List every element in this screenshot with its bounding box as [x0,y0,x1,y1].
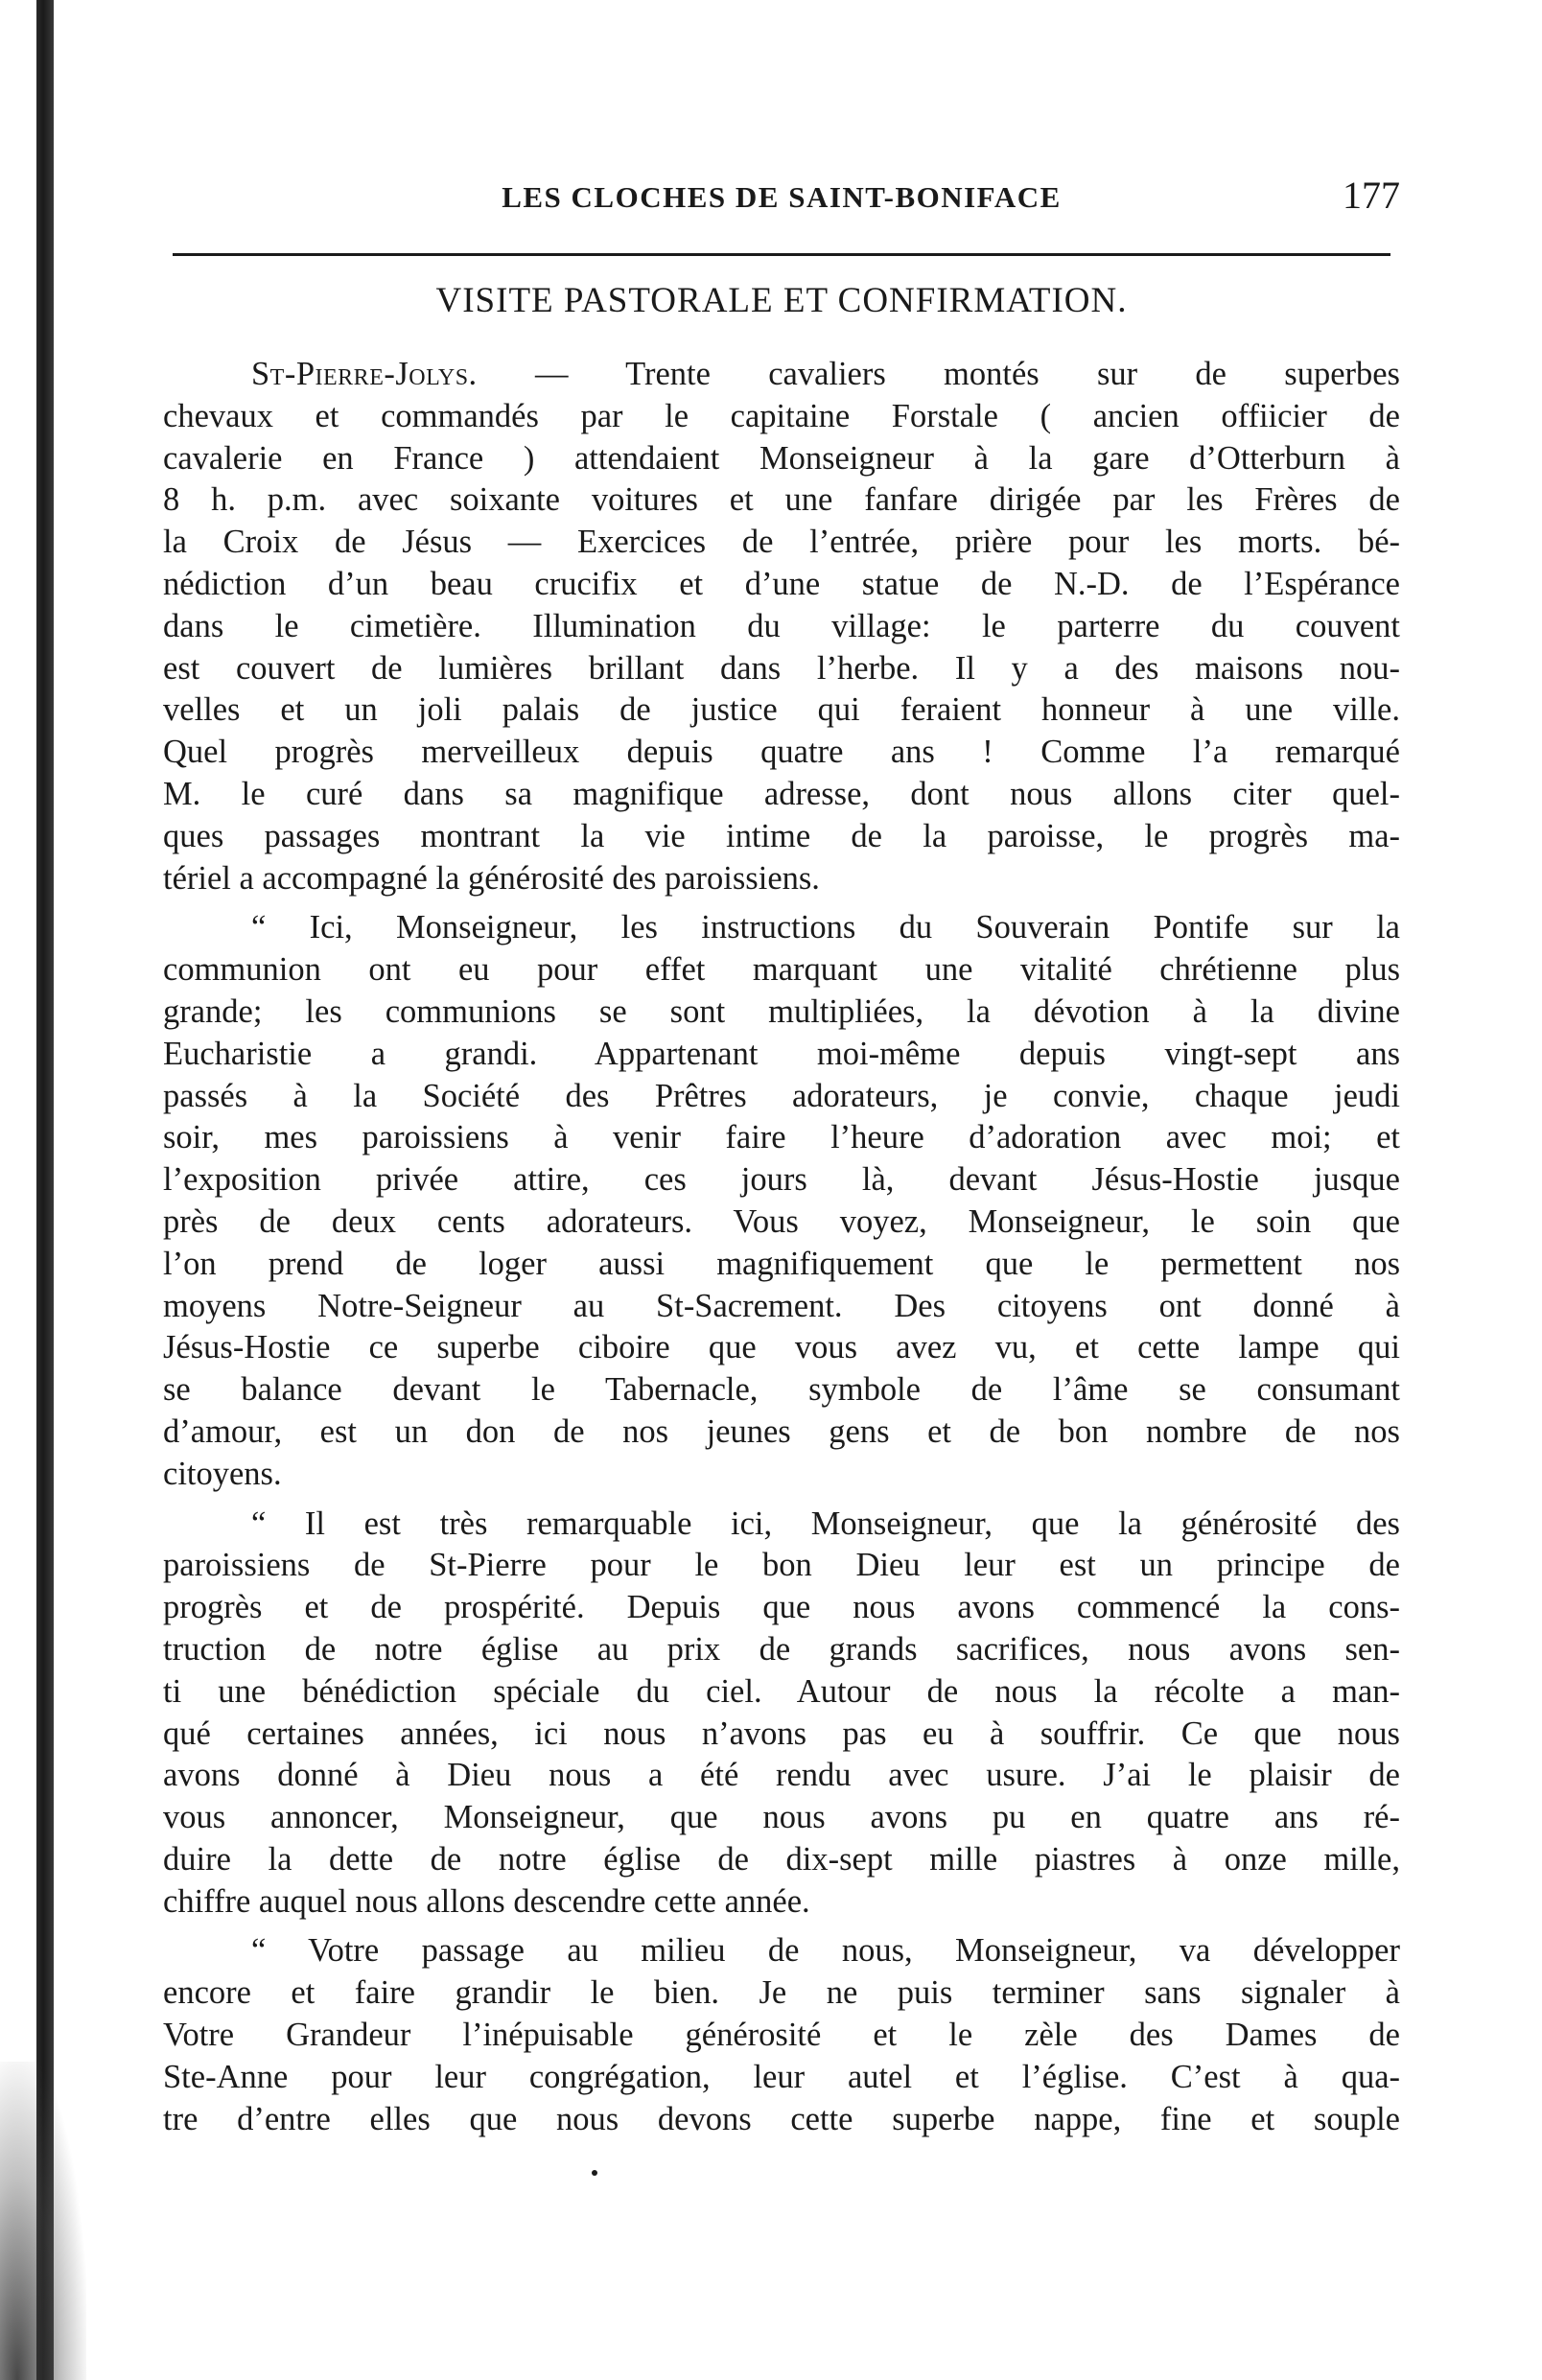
page-number: 177 [1343,174,1400,217]
text-line: la Croix de Jésus — Exercices de l’entrée, prière pour les morts. bé- [163,524,1400,561]
header-rule [173,253,1390,256]
section-title: VISITE PASTORALE ET CONFIRMATION. [435,281,1128,320]
text-line: chevaux et commandés par le capitaine Forstale ( ancien offiicier de [163,397,1400,434]
text-line: Ste-Anne pour leur congrégation, leur autel et l’église. C’est à qua- [163,2058,1400,2095]
text-line: nédiction d’un beau crucifix et d’une statue de N.-D. de l’Espérance [163,565,1400,602]
place-name: St-Pierre-Jolys. [251,356,478,392]
text-line: tériel a accompagné la générosité des paroissiens. [163,859,820,897]
text-line: “ Il est très remarquable ici, Monseigneur, que la générosité des [251,1505,1400,1542]
text-line: qué certaines années, ici nous n’avons pas eu à souffrir. Ce que nous [163,1715,1400,1752]
printer-mark [592,2170,597,2176]
text-line: ques passages montrant la vie intime de la paroisse, le progrès ma- [163,817,1400,854]
text-line: progrès et de prospérité. Depuis que nous avons commencé la cons- [163,1589,1400,1626]
text-line: Quel progrès merveilleux depuis quatre ans ! Comme l’a remarqué [163,734,1400,771]
text-line: truction de notre église au prix de grands sacrifices, nous avons sen- [163,1630,1400,1668]
text-line: moyens Notre-Seigneur au St-Sacrement. Des citoyens ont donné à [163,1287,1400,1324]
text-line: ti une bénédiction spéciale du ciel. Autour de nous la récolte a man- [163,1672,1400,1710]
text-line: est couvert de lumières brillant dans l’herbe. Il y a des maisons nou- [163,649,1400,687]
text-line: “ Votre passage au milieu de nous, Monseigneur, va développer [251,1932,1400,1970]
text-line: cavalerie en France ) attendaient Monseigneur à la gare d’Otterburn à [163,439,1400,477]
text-line: dans le cimetière. Illumination du village: le parterre du couvent [163,607,1400,644]
text-line [163,354,1400,396]
text-line: près de deux cents adorateurs. Vous voyez, Monseigneur, le soin que [163,1202,1400,1240]
text-line: “ Ici, Monseigneur, les instructions du Souverain Pontife sur la [251,909,1400,946]
line-text: — Trente cavaliers montés sur de superbes [477,356,1400,392]
text-line: duire la dette de notre église de dix-sept mille piastres à onze mille, [163,1840,1400,1878]
text-line: l’on prend de loger aussi magnifiquement que le permettent nos [163,1245,1400,1282]
book-page [163,163,1400,2140]
article-body [163,354,1400,2140]
scan-binding-edge [36,0,54,2380]
scan-corner-shadow [0,2062,86,2380]
text-line: communion ont eu pour effet marquant une vitalité chrétienne plus [163,951,1400,989]
text-line: soir, mes paroissiens à venir faire l’heure d’adoration avec moi; et [163,1119,1400,1156]
text-line: velles et un joli palais de justice qui feraient honneur à une ville. [163,691,1400,729]
text-line: Votre Grandeur l’inépuisable générosité et le zèle des Dames de [163,2017,1400,2054]
running-head [163,163,1400,221]
text-line: se balance devant le Tabernacle, symbole de l’âme se consumant [163,1371,1400,1409]
text-line: paroissiens de St-Pierre pour le bon Dieu leur est un principe de [163,1547,1400,1584]
text-line: vous annoncer, Monseigneur, que nous avons pu en quatre ans ré- [163,1799,1400,1836]
text-line: tre d’entre elles que nous devons cette superbe nappe, fine et souple [163,2100,1400,2137]
text-line: passés à la Société des Prêtres adorateurs, je convie, chaque jeudi [163,1077,1400,1114]
text-line: citoyens. [163,1455,282,1492]
running-title: LES CLOCHES DE SAINT-BONIFACE [502,180,1062,214]
text-line: d’amour, est un don de nos jeunes gens et de bon nombre de nos [163,1412,1400,1450]
text-line: grande; les communions se sont multipliées, la dévotion à la divine [163,992,1400,1030]
text-line: chiffre auquel nous allons descendre cette année. [163,1882,810,1920]
text-line: avons donné à Dieu nous a été rendu avec usure. J’ai le plaisir de [163,1757,1400,1794]
text-line: encore et faire grandir le bien. Je ne puis terminer sans signaler à [163,1974,1400,2012]
text-line: 8 h. p.m. avec soixante voitures et une fanfare dirigée par les Frères de [163,481,1400,519]
text-line: l’exposition privée attire, ces jours là, devant Jésus-Hostie jusque [163,1161,1400,1199]
text-line: M. le curé dans sa magnifique adresse, dont nous allons citer quel- [163,775,1400,812]
text-line: Eucharistie a grandi. Appartenant moi-même depuis vingt-sept ans [163,1035,1400,1072]
text-line: Jésus-Hostie ce superbe ciboire que vous avez vu, et cette lampe qui [163,1329,1400,1366]
